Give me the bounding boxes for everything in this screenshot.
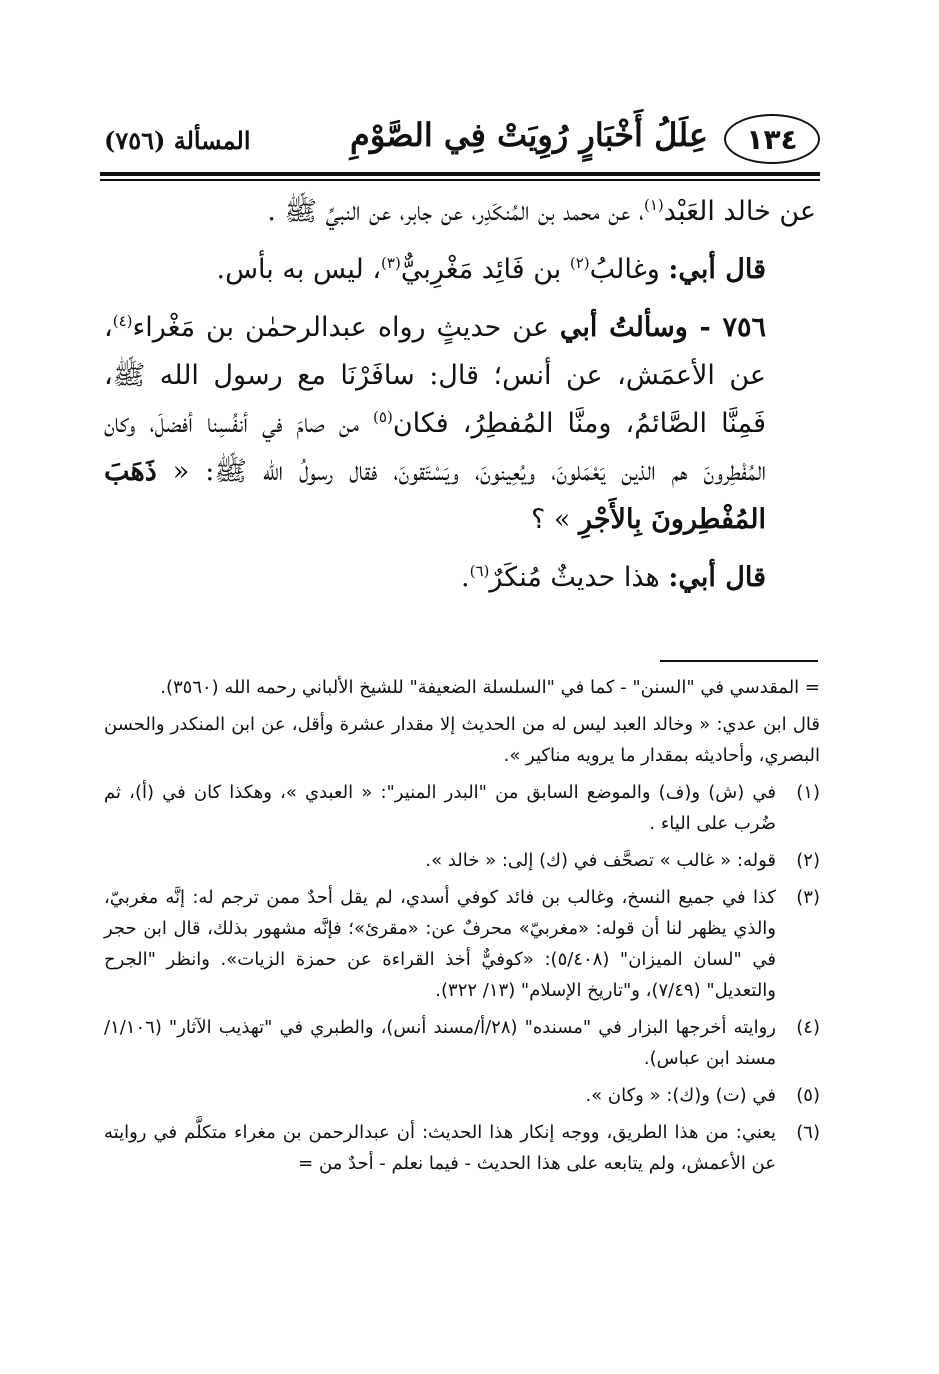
- speaker-label: قال أبي:: [668, 562, 766, 593]
- text-span: » ؟: [530, 504, 579, 535]
- footnote-number: (٢): [796, 850, 820, 871]
- footnotes: [104, 672, 820, 1185]
- footnote-number: (٦): [796, 1122, 820, 1143]
- footnote-number: (٥): [796, 1085, 820, 1106]
- footnote-separator: [660, 660, 818, 662]
- footnote-number: (٤): [796, 1017, 820, 1038]
- main-text: [104, 188, 816, 602]
- text-span: ، ليس به بأس.: [216, 254, 382, 285]
- text-span: هذا حديثٌ مُنكَرٌ: [489, 562, 669, 593]
- footnote-2: [104, 845, 820, 876]
- footnote-ref: (٢): [569, 254, 590, 272]
- footnote-text: في (ت) و(ك): « وكان ».: [585, 1085, 776, 1106]
- hadith-quote: ذَهَبَ المُفْطِرونَ بِالأَجْرِ: [104, 456, 766, 535]
- speaker-label: قال أبي:: [668, 254, 766, 285]
- footnote-3: [104, 882, 820, 1006]
- footnote-6: [104, 1117, 820, 1179]
- footnote-ref: (١): [644, 196, 664, 214]
- page-header: [100, 112, 820, 170]
- footnote-number: (٣): [796, 887, 820, 908]
- text-span: عن خالد العَبْد: [663, 196, 816, 227]
- header-rule-thin: [100, 179, 820, 181]
- paragraph-abi-hatim-1: [104, 246, 816, 294]
- text-span: .: [461, 562, 470, 593]
- footnote-continuation: قال ابن عدي: « وخالد العبد ليس له من الحديث إلا مقدار عشرة وأقل، عن ابن المنكدر والحسن البصري، وأحاديثه بمقدار ما يرويه مناكير ».: [104, 714, 820, 766]
- text-span: من صامَ في أنفُسِنا أفضلَ، وكان المُفْطِرونَ هم الذين يَعْمَلونَ، ويُعِينونَ، ويَسْتَقونَ، فقال رسولُ الله ﷺ: «: [104, 408, 766, 487]
- text-span: وغالبُ: [589, 254, 669, 285]
- paragraph-abi-hatim-2: [104, 554, 816, 602]
- header-rule-thick: [100, 172, 820, 176]
- footnote-4: [104, 1012, 820, 1074]
- page-number: ١٣٤: [724, 114, 820, 164]
- footnote-1: [104, 777, 820, 839]
- footnote-ref: (٤): [112, 312, 133, 330]
- footnote-continuation: = المقدسي في "السنن" - كما في "السلسلة الضعيفة" للشيخ الألباني رحمه الله (٣٥٦٠).: [160, 677, 820, 698]
- text-span: ، عن الأعمَش، عن أنس؛ قال: سافَرْنَا مع رسول الله ﷺ، فَمِنَّا الصَّائمُ، ومنَّا المُفطِرُ، فكان: [104, 312, 766, 439]
- footnote-text: يعني: من هذا الطريق، ووجه إنكار هذا الحديث: أن عبدالرحمن بن مغراء متكلَّم في روايته عن الأعمش، ولم يتابعه على هذا الحديث - فيما نعلم - أحدٌ من =: [104, 1122, 776, 1174]
- text-span: ، عن محمد بن المُنكَدِر، عن جابر، عن النبيِّ ﷺ .: [267, 196, 644, 227]
- text-span: بن فَائِد مَغْرِبيٌّ: [400, 254, 570, 285]
- footnote-ref: (٣): [381, 254, 401, 272]
- question-number: ٧٥٦ - وسألتُ أبي: [559, 312, 766, 343]
- running-title: عِلَلُ أَخْبَارٍ رُوِيَتْ فِي الصَّوْمِ: [350, 116, 708, 154]
- footnote-number: (١): [796, 782, 820, 803]
- footnote-text: روايته أخرجها البزار في "مسنده" (٢٨/أ/مسند أنس)، والطبري في "تهذيب الآثار" (١/١٠٦/مسند ابن عباس).: [104, 1017, 776, 1069]
- footnote-ref: (٦): [469, 562, 490, 580]
- footnote-text: قوله: « غالب » تصحَّف في (ك) إلى: « خالد ».: [425, 850, 776, 871]
- footnote-text: في (ش) و(ف) والموضع السابق من "البدر المنير": « العبدي »، وهكذا كان في (أ)، ثم ضُرب على الياء .: [104, 782, 776, 834]
- text-span: عن حديثٍ رواه عبدالرحمٰن بن مَغْراء: [132, 312, 560, 343]
- paragraph-continuation: [104, 188, 816, 236]
- footnote-ref: (٥): [373, 408, 393, 426]
- section-label: المسألة (٧٥٦): [104, 126, 251, 155]
- paragraph-question-756: [104, 304, 816, 544]
- footnote-5: [104, 1080, 820, 1111]
- footnote-text: كذا في جميع النسخ، وغالب بن فائد كوفي أسدي، لم يقل أحدٌ ممن ترجم له: إنَّه مغربيّ، والذي يظهر لنا أن قوله: «مغربيّ» محرفٌ عن: «مقرئ»؛ فإنَّه مشهور بذلك، قال ابن حجر في "لسان الميزان" (٥/٤٠٨): «كوفيٌّ أخذ القراءة عن حمزة الزيات». وانظر "الجرح والتعديل" (٧/٤٩)، و"تاريخ الإسلام" (١٣/ ٣٢٢).: [104, 887, 776, 1001]
